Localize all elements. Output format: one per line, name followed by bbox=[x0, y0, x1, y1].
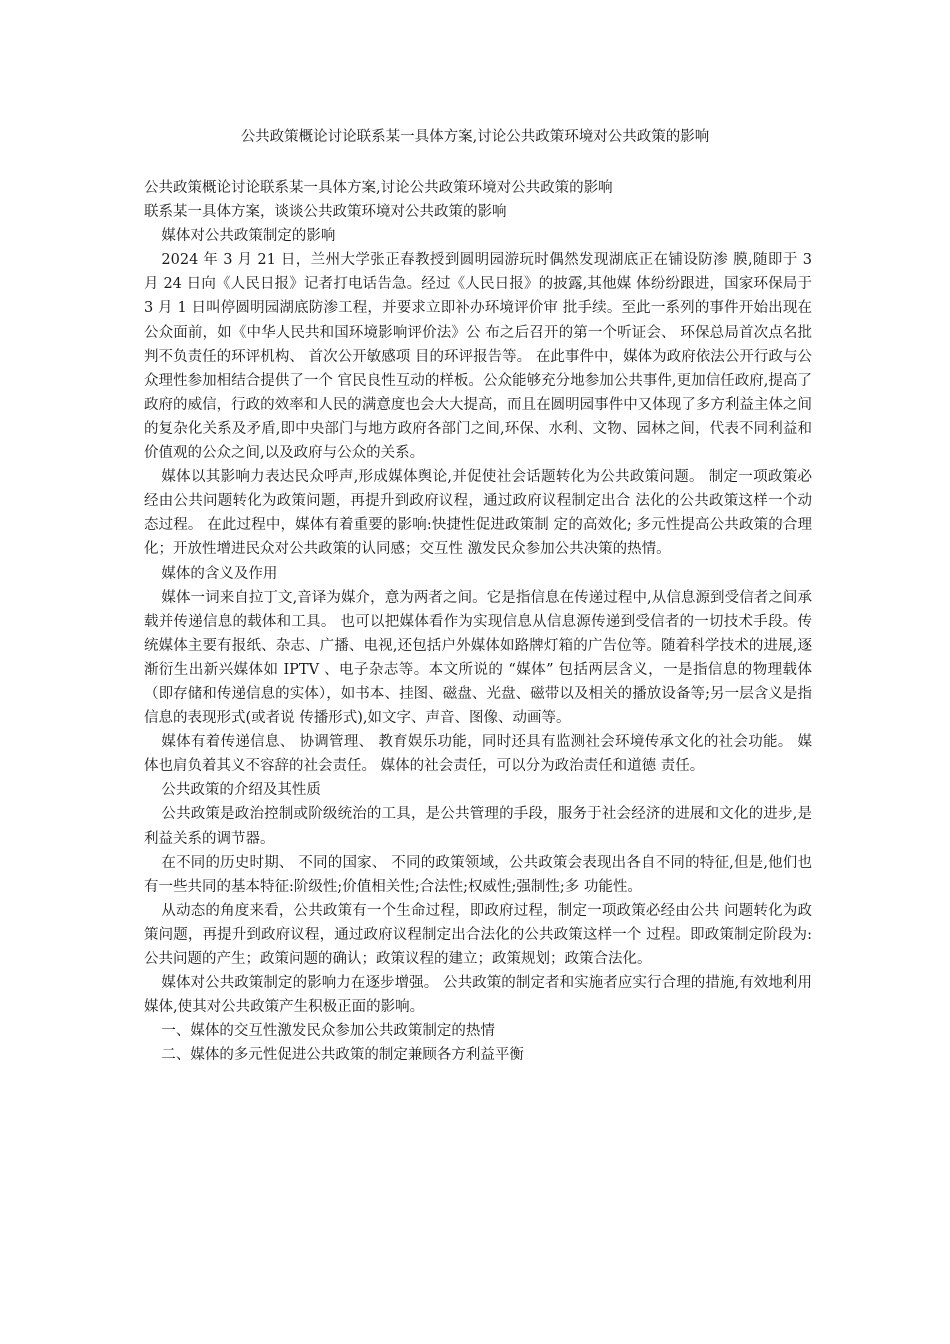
list-item-point-one: 一、媒体的交互性激发民众参加公共政策制定的热情 bbox=[161, 1023, 495, 1040]
section-heading-media-meaning: 媒体的含义及作用 bbox=[161, 565, 278, 582]
paragraph-policy-features: 在不同的历史时期、 不同的国家、 不同的政策领域，公共政策会表现出各自不同的特征,但是,他们也有一些共同的基本特征:阶级性;价值相关性;合法性;权威性;强制性;多 功能性。 bbox=[144, 854, 812, 895]
paragraph-heading-line-2: 联系某一具体方案，谈谈公共政策环境对公共政策的影响 bbox=[144, 204, 507, 221]
paragraph-policy-definition: 公共政策是政治控制或阶级统治的工具，是公共管理的手段，服务于社会经济的进展和文化的进步,是利益关系的调节器。 bbox=[144, 806, 812, 847]
paragraph-media-growing-influence: 媒体对公共政策制定的影响力在逐步增强。 公共政策的制定者和实施者应实行合理的措施,有效地利用媒体,使其对公共政策产生积极正面的影响。 bbox=[144, 975, 812, 1016]
paragraph-yuanmingyuan-case: 2024 年 3 月 21 日，兰州大学张正春教授到圆明园游玩时偶然发现湖底正在铺设防渗 膜,随即于 3 月 24 日向《人民日报》记者打电话告急。经过《人民日报》的披露,其他媒 体纷纷跟进，国家环保局于 3 月 1 日叫停圆明园湖底防渗工程，并要求立即补办环境评价审 批手续。至此一系列的事件开始出现在公众面前，如《中华人民共和国环境影响评价法》公 布之后召开的第一个听证会、 环保总局首次点名批判不负责任的环评机构、 首次公开敏感项 目的环评报告等。 在此事件中，媒体为政府依法公开行政与公众理性参加相结合提供了一个 官民良性互动的样板。公众能够充分地参加公共事件,更加信任政府,提高了政府的威信，行政的效率和人民的满意度也会大大提高，而且在圆明园事件中又体现了多方利益主体之间 的复杂化关系及矛盾,即中央部门与地方政府各部门之间,环保、水利、文物、园林之间，代表不同利益和价值观的公众之间,以及政府与公众的关系。 bbox=[144, 252, 812, 462]
paragraph-media-functions: 媒体有着传递信息、 协调管理、 教育娱乐功能，同时还具有监测社会环境传承文化的社会功能。 媒体也肩负着其义不容辞的社会责任。 媒体的社会责任，可以分为政治责任和道德 责任。 bbox=[144, 734, 812, 775]
section-heading-public-policy: 公共政策的介绍及其性质 bbox=[161, 782, 321, 799]
document-title: 公共政策概论讨论联系某一具体方案,讨论公共政策环境对公共政策的影响 bbox=[240, 129, 710, 145]
paragraph-media-definition: 媒体一词来自拉丁文,音译为媒介，意为两者之间。它是指信息在传递过程中,从信息源到受信者之间承载并传递信息的载体和工具。 也可以把媒体看作为实现信息从信息源传递到受信者的一切技术手段。传统媒体主要有报纸、杂志、广播、电视,还包括户外媒体如路牌灯箱的广告位等。随着科学技术的进展,逐渐衍生出新兴媒体如 IPTV 、电子杂志等。本文所说的 “媒体” 包括两层含义，一是指信息的物理载体（即存储和传递信息的实体），如书本、挂图、磁盘、光盘、磁带以及相关的播放设备等;另一层含义是指信息的表现形式(或者说 传播形式),如文字、声音、图像、动画等。 bbox=[144, 589, 812, 727]
paragraph-media-opinion: 媒体以其影响力表达民众呼声,形成媒体舆论,并促使社会话题转化为公共政策问题。 制定一项政策必经由公共问题转化为政策问题，再提升到政府议程，通过政府议程制定出合 法化的公共政策这样一个动态过程。 在此过程中，媒体有着重要的影响:快捷性促进政策制 定的高效化; 多元性提高公共政策的合理化；开放性增进民众对公共政策的认同感；交互性 激发民众参加公共决策的热情。 bbox=[144, 469, 812, 558]
list-item-point-two: 二、媒体的多元性促进公共政策的制定兼顾各方利益平衡 bbox=[161, 1047, 524, 1064]
section-heading-media-influence: 媒体对公共政策制定的影响 bbox=[161, 228, 336, 245]
document-body bbox=[144, 176, 812, 1067]
paragraph-heading-line-1: 公共政策概论讨论联系某一具体方案,讨论公共政策环境对公共政策的影响 bbox=[144, 180, 613, 196]
paragraph-policy-process: 从动态的角度来看，公共政策有一个生命过程，即政府过程，制定一项政策必经由公共 问题转化为政策问题，再提升到政府议程，通过政府议程制定出合法化的公共政策这样一个 过程。即政策制定阶段为:公共问题的产生；政策问题的确认；政策议程的建立；政策规划；政策合法化。 bbox=[144, 902, 812, 967]
